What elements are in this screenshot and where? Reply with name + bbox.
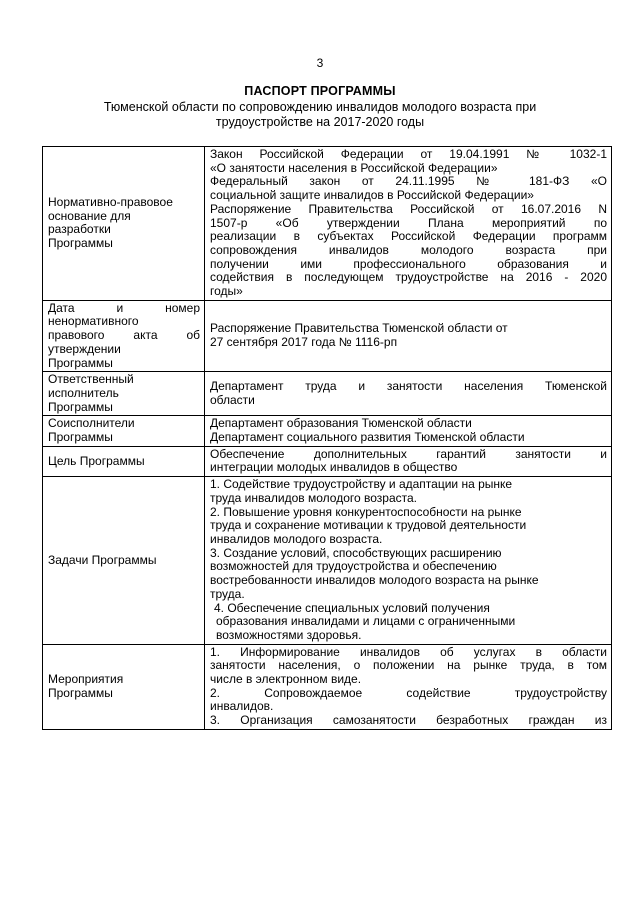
label-line: исполнитель [48, 385, 119, 400]
table-row [43, 300, 612, 372]
content-line: востребованности инвалидов молодого возраста на рынке [210, 573, 539, 588]
label-line: Программы [48, 430, 113, 445]
label-line: правового акта об [48, 328, 200, 343]
label-line: утверждении [48, 341, 121, 356]
row-content-co-executors [205, 416, 612, 446]
label-line: Программы [48, 399, 113, 414]
table-row [43, 477, 612, 644]
row-label-responsible [43, 372, 205, 416]
content-line: 3. Создание условий, способствующих расширению [210, 545, 502, 560]
content-line: 3. Организация самозанятости безработных граждан из [210, 713, 607, 728]
content-line: труда. [210, 586, 245, 601]
label-line: Нормативно-правовое [48, 194, 173, 209]
content-line: труда инвалидов молодого возраста. [210, 490, 417, 505]
content-line: годы» [210, 284, 243, 299]
content-line: сопровождения инвалидов молодого возраста при [210, 242, 607, 257]
content-line: 2. Сопровождаемое содействие трудоустройству [210, 685, 607, 700]
content-line: 4. Обеспечение специальных условий получения [214, 600, 490, 615]
content-line: занятости населения, о положении на рынке труда, в том [210, 658, 607, 673]
content-line: Федеральный закон от 24.11.1995 № 181-ФЗ «О [210, 174, 607, 189]
row-label-goal [43, 446, 205, 476]
content-line: 1507-р «Об утверждении Плана мероприятий по [210, 215, 607, 230]
label-line: Программы [48, 355, 113, 370]
row-content-tasks [205, 477, 612, 644]
label-line: Дата и номер [48, 300, 200, 315]
content-line: содействия в последующем трудоустройстве на 2016 - 2020 [210, 270, 607, 285]
label-line: Программы [48, 685, 113, 700]
row-content-act-date [205, 300, 612, 372]
content-line: интеграции молодых инвалидов в общество [210, 460, 458, 475]
content-line: 2. Повышение уровня конкурентоспособности на рынке [210, 504, 522, 519]
content-line: Обеспечение дополнительных гарантий занятости и [210, 446, 607, 461]
table-row [43, 644, 612, 729]
content-line: возможностями здоровья. [216, 627, 362, 642]
content-line: Распоряжение Правительства Российской от 16.07.2016 N [210, 201, 607, 216]
label-line: Задачи Программы [48, 552, 157, 567]
label-line: Ответственный [48, 372, 134, 387]
content-line: инвалидов молодого возраста. [210, 531, 383, 546]
document-subtitle [60, 100, 580, 130]
row-content-responsible [205, 372, 612, 416]
label-line: Соисполнители [48, 416, 135, 431]
subtitle-line: Тюменской области по сопровождению инвалидов молодого возраста при [103, 100, 537, 114]
label-line: основание для [48, 208, 131, 223]
label-line: Программы [48, 236, 113, 251]
content-line: числе в электронном виде. [210, 672, 362, 687]
content-line: 27 сентября 2017 года № 1116-рп [210, 334, 398, 349]
label-line: Мероприятия [48, 672, 124, 687]
label-line: Цель Программы [48, 453, 145, 468]
table-row [43, 416, 612, 446]
row-label-co-executors [43, 416, 205, 446]
label-line: ненормативного [48, 314, 139, 329]
content-line: Распоряжение Правительства Тюменской области от [210, 321, 508, 336]
content-line: Закон Российской Федерации от 19.04.1991 № 1032-1 [210, 147, 607, 161]
content-line: социальной защите инвалидов в Российской Федерации» [210, 188, 534, 203]
content-line: образования инвалидами и лицами с ограниченными [216, 614, 516, 629]
row-content-goal [205, 446, 612, 476]
content-line: 1. Информирование инвалидов об услугах в области [210, 644, 607, 659]
content-line: возможностей для трудоустройства и обеспечению [210, 559, 497, 574]
content-line: «О занятости населения в Российской Федерации» [210, 160, 498, 175]
table-row [43, 372, 612, 416]
label-line: разработки [48, 222, 111, 237]
content-line: труда и сохранение мотивации к трудовой деятельности [210, 518, 527, 533]
content-line: Департамент труда и занятости населения Тюменской [210, 379, 607, 394]
table-row [43, 147, 612, 301]
content-line: инвалидов. [210, 699, 274, 714]
row-content-activities [205, 644, 612, 729]
row-label-tasks [43, 477, 205, 644]
row-label-activities [43, 644, 205, 729]
row-content-legal-basis [205, 147, 612, 301]
content-line: получении ими профессионального образования и [210, 256, 607, 271]
row-label-legal-basis [43, 147, 205, 301]
page-number: 3 [316, 56, 324, 70]
row-label-act-date [43, 300, 205, 372]
document-title: ПАСПОРТ ПРОГРАММЫ [244, 84, 396, 98]
content-line: Департамент образования Тюменской области [210, 416, 472, 431]
content-line: Департамент социального развития Тюменской области [210, 430, 525, 445]
content-line: области [210, 392, 255, 407]
content-line: 1. Содействие трудоустройству и адаптации на рынке [210, 477, 513, 492]
subtitle-line: трудоустройстве на 2017-2020 годы [215, 115, 425, 129]
program-passport-table [42, 146, 612, 730]
content-line: реализации в субъектах Российской Федерации программ [210, 229, 607, 244]
table-row [43, 446, 612, 476]
